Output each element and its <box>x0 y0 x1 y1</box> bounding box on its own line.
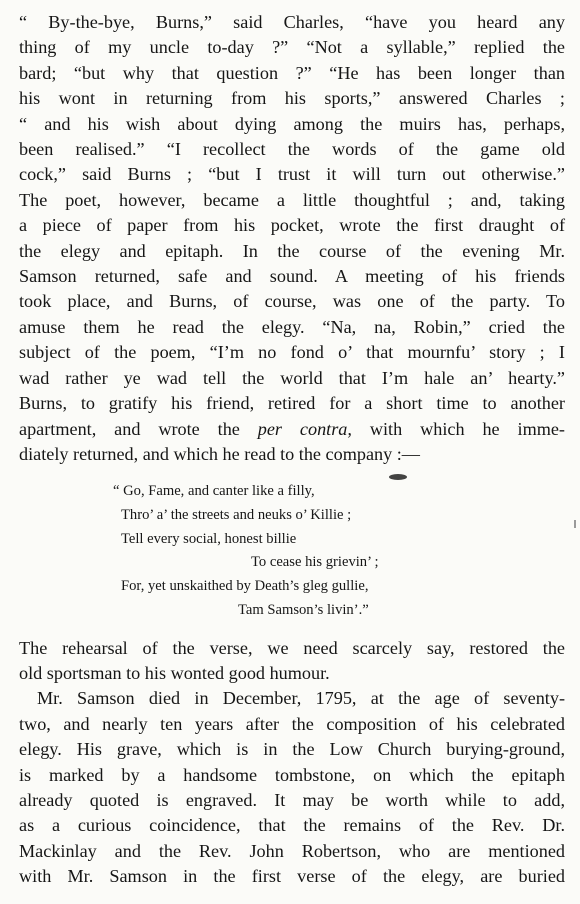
text-line: his wont in returning from his sports,” answered Charles ; <box>19 88 565 109</box>
text-line: a piece of paper from his pocket, wrote the first draught of <box>19 215 565 236</box>
text-line: Samson returned, safe and sound. A meeting of his friends <box>19 266 565 287</box>
book-page <box>19 0 565 890</box>
text-line: diately returned, and which he read to the company :— <box>19 443 420 464</box>
text-fragment: apartment, and wrote the <box>19 418 240 439</box>
text-line: Mackinlay and the Rev. John Robertson, who are mentioned <box>19 840 565 861</box>
text-line: already quoted is engraved. It may be worth while to add, <box>19 789 565 810</box>
text-line: is marked by a handsome tombstone, on which the epitaph <box>19 764 565 785</box>
paragraph-dialogue <box>19 10 565 467</box>
verse-line: Tam Samson’s livin’.” <box>238 601 369 618</box>
scan-edge-mark <box>574 520 576 528</box>
text-line: the elegy and epitaph. In the course of the evening Mr. <box>19 240 565 261</box>
text-line-per-contra <box>19 417 565 442</box>
verse-line: For, yet unskaithed by Death’s gleg gullie, <box>121 578 369 595</box>
italic-per-contra: per contra, <box>257 418 352 439</box>
verse-line: Tell every social, honest billie <box>121 530 297 547</box>
ink-blot <box>389 474 407 480</box>
text-line: old sportsman to his wonted good humour. <box>19 662 330 683</box>
text-line: Burns, to gratify his friend, retired for a short time to another <box>19 393 565 414</box>
text-line: two, and nearly ten years after the composition of his celebrated <box>19 713 565 734</box>
text-line: been realised.” “I recollect the words of the game old <box>19 139 565 160</box>
verse-line: “ Go, Fame, and canter like a filly, <box>113 483 315 500</box>
text-fragment: with which he imme- <box>369 418 565 439</box>
paragraph-rehearsal <box>19 636 565 687</box>
text-line: Mr. Samson died in December, 1795, at the age of seventy- <box>37 688 565 709</box>
verse-block <box>19 480 565 622</box>
text-line: as a curious coincidence, that the remains of the Rev. Dr. <box>19 815 565 836</box>
verse-line: Thro’ a’ the streets and neuks o’ Killie ; <box>121 507 352 524</box>
text-line: wad rather ye wad tell the world that I’m hale an’ hearty.” <box>19 367 565 388</box>
text-line: took place, and Burns, of course, was one of the party. To <box>19 291 565 312</box>
paragraph-samson-death <box>19 686 565 889</box>
text-line: bard; “but why that question ?” “He has been longer than <box>19 62 565 83</box>
verse-line: To cease his grievin’ ; <box>251 554 379 571</box>
text-line: elegy. His grave, which is in the Low Church burying-ground, <box>19 739 565 760</box>
text-line: thing of my uncle to-day ?” “Not a syllable,” replied the <box>19 37 565 58</box>
text-line: “ By-the-bye, Burns,” said Charles, “have you heard any <box>19 12 565 32</box>
text-line: with Mr. Samson in the first verse of the elegy, are buried <box>19 866 565 887</box>
text-line: The poet, however, became a little thoughtful ; and, taking <box>19 189 565 210</box>
text-line: The rehearsal of the verse, we need scarcely say, restored the <box>19 637 565 658</box>
text-line: “ and his wish about dying among the muirs has, perhaps, <box>19 113 565 134</box>
text-line: cock,” said Burns ; “but I trust it will turn out otherwise.” <box>19 164 565 185</box>
text-line: amuse them he read the elegy. “Na, na, Robin,” cried the <box>19 316 565 337</box>
text-line: subject of the poem, “I’m no fond o’ that mournfu’ story ; I <box>19 342 565 363</box>
